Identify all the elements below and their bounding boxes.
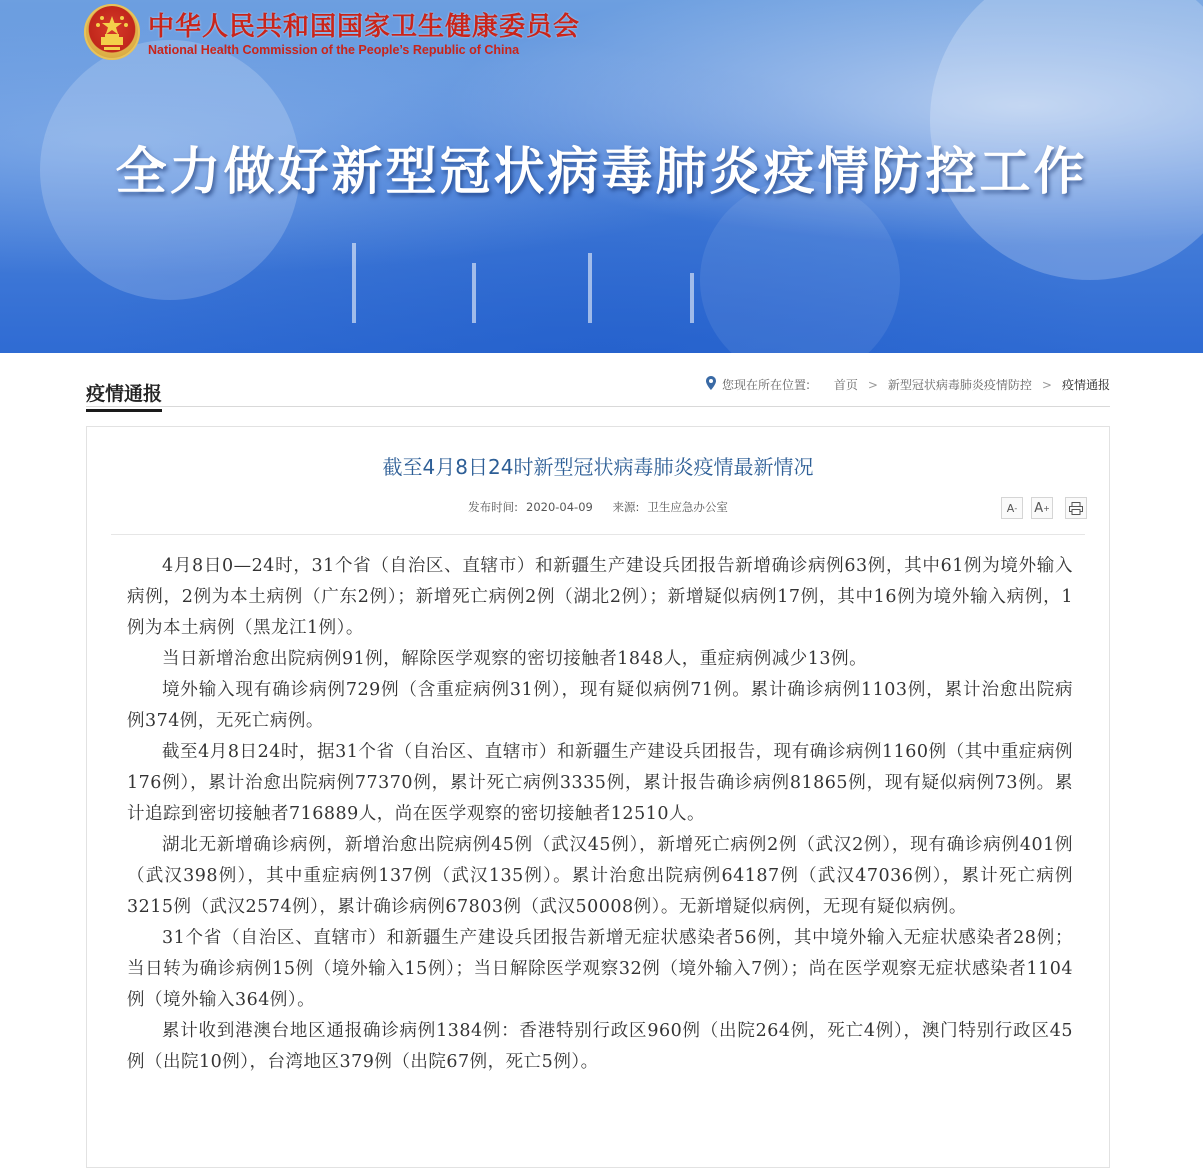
breadcrumb-current[interactable]: 疫情通报 [1061, 378, 1110, 392]
location-pin-icon [706, 376, 716, 393]
breadcrumb-home-link[interactable]: 首页 [833, 378, 858, 392]
paragraph: 境外输入现有确诊病例729例（含重症病例31例），现有疑似病例71例。累计确诊病例1103例，累计治愈出院病例374例，无死亡病例。 [127, 680, 1073, 731]
paragraph: 31个省（自治区、直辖市）和新疆生产建设兵团报告新增无症状感染者56例，其中境外输入无症状感染者28例；当日转为确诊病例15例（境外输入15例）；当日解除医学观察32例（境外输入7例）；尚在医学观察无症状感染者1104例（境外输入364例）。 [127, 928, 1073, 1010]
article-container [86, 426, 1110, 1168]
banner-title: 全力做好新型冠状病毒肺炎疫情防控工作 [115, 143, 1088, 202]
article-tools [1001, 497, 1087, 519]
section-title: 疫情通报 [86, 379, 162, 412]
chevron-right-icon: > [1041, 377, 1052, 392]
article-body [127, 551, 1073, 1078]
breadcrumb-covid-link[interactable]: 新型冠状病毒肺炎疫情防控 [887, 378, 1032, 392]
article-title: 截至4月8日24时新型冠状病毒肺炎疫情最新情况 [382, 455, 814, 479]
org-name-en[interactable]: National Health Commission of the People’s Republic of China [148, 43, 520, 57]
paragraph: 当日新增治愈出院病例91例，解除医学观察的密切接触者1848人，重症病例减少13例。 [162, 649, 868, 669]
org-name-cn[interactable]: 中华人民共和国国家卫生健康委员会 [148, 12, 581, 42]
chevron-right-icon: > [867, 377, 878, 392]
font-decrease-button[interactable]: A - [1001, 497, 1023, 519]
printer-icon [1069, 502, 1083, 515]
source-value: 卫生应急办公室 [647, 500, 728, 514]
header-banner [0, 0, 1203, 353]
paragraph: 湖北无新增确诊病例，新增治愈出院病例45例（武汉45例），新增死亡病例2例（武汉2例），现有确诊病例401例（武汉398例），其中重症病例137例（武汉135例）。累计治愈出院病例64187例（武汉47036例），累计死亡病例3215例（武汉2574例），累计确诊病例67803例（武汉50008例）。无新增疑似病例，无现有疑似病例。 [127, 835, 1073, 917]
section-divider [86, 406, 1110, 407]
publish-label: 发布时间: [468, 500, 518, 514]
national-emblem-icon[interactable] [84, 4, 140, 60]
breadcrumb-prefix: 您现在所在位置: [721, 378, 810, 392]
paragraph: 累计收到港澳台地区通报确诊病例1384例：香港特别行政区960例（出院264例，死亡4例），澳门特别行政区45例（出院10例），台湾地区379例（出院67例，死亡5例）。 [127, 1021, 1073, 1072]
article-divider [111, 534, 1085, 535]
font-increase-button[interactable]: A + [1031, 497, 1053, 519]
print-button[interactable] [1065, 497, 1087, 519]
paragraph: 4月8日0—24时，31个省（自治区、直辖市）和新疆生产建设兵团报告新增确诊病例63例，其中61例为境外输入病例，2例为本土病例（广东2例）；新增死亡病例2例（湖北2例）；新增疑似病例17例，其中16例为境外输入病例，1例为本土病例（黑龙江1例）。 [127, 556, 1073, 638]
article-meta [87, 499, 1109, 515]
source-label: 来源: [612, 500, 640, 514]
breadcrumb [706, 376, 1110, 393]
publish-date: 2020-04-09 [526, 500, 593, 514]
paragraph: 截至4月8日24时，据31个省（自治区、直辖市）和新疆生产建设兵团报告，现有确诊病例1160例（其中重症病例176例），累计治愈出院病例77370例，累计死亡病例3335例，累计报告确诊病例81865例，现有疑似病例73例。累计追踪到密切接触者716889人，尚在医学观察的密切接触者12510人。 [127, 742, 1073, 824]
